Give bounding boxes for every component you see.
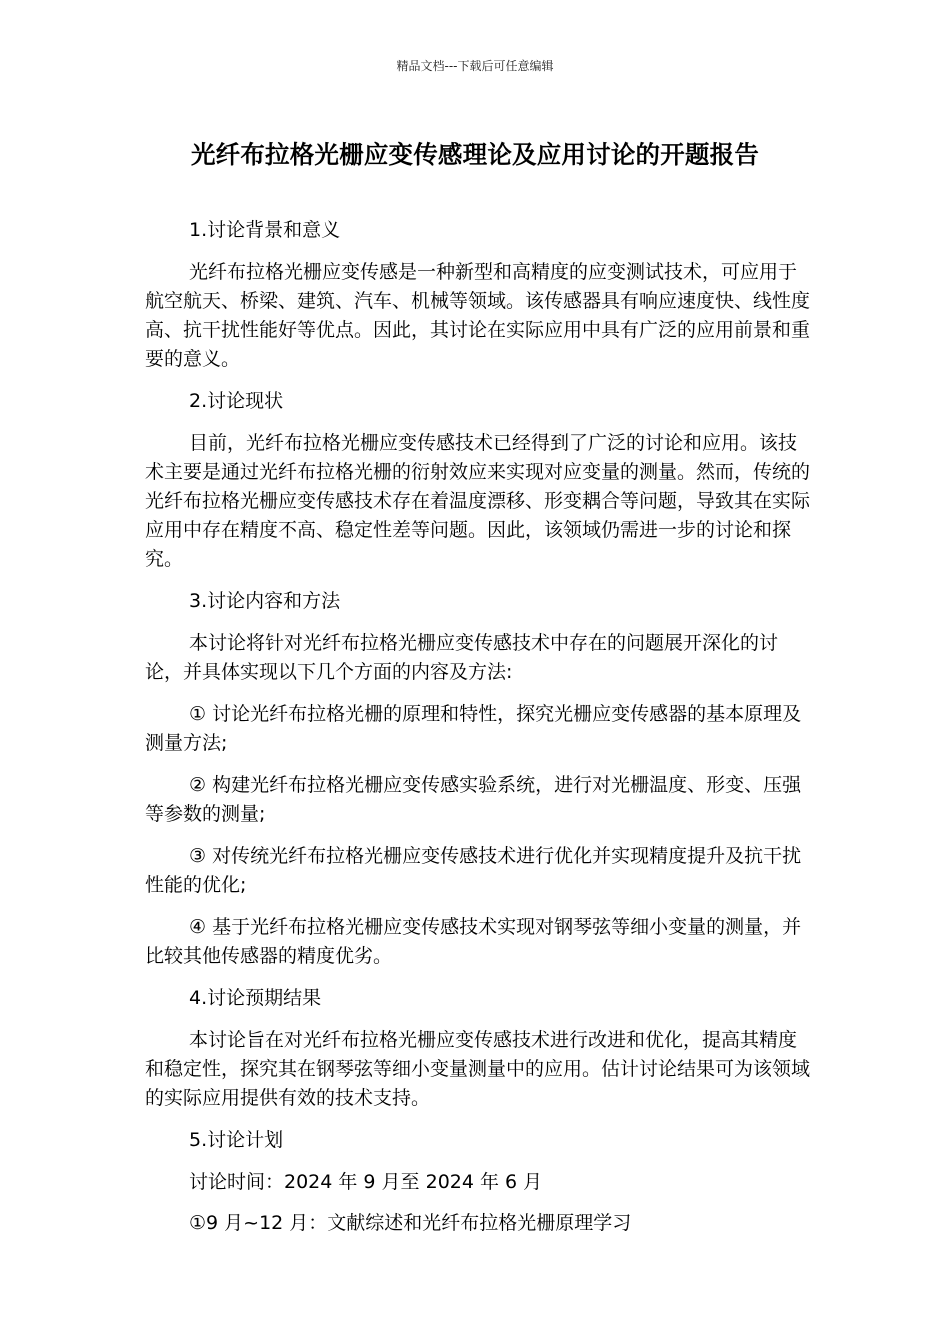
section-heading: 2.讨论现状 — [189, 390, 284, 412]
section-heading: 1.讨论背景和意义 — [189, 219, 341, 241]
paragraph: 光纤布拉格光栅应变传感是一种新型和高精度的应变测试技术，可应用于航空航天、桥梁、建筑、汽车、机械等领域。该传感器具有响应速度快、线性度高、抗干扰性能好等优点。因此，其讨论在实际应用中具有广泛的应用前景和重要的意义。 — [145, 261, 811, 370]
document-body — [145, 216, 810, 1250]
list-item: ② 构建光纤布拉格光栅应变传感实验系统，进行对光栅温度、形变、压强等参数的测量; — [145, 774, 802, 825]
paragraph: 本讨论旨在对光纤布拉格光栅应变传感技术进行改进和优化，提高其精度和稳定性，探究其在钢琴弦等细小变量测量中的应用。估计讨论结果可为该领域的实际应用提供有效的技术支持。 — [145, 1029, 811, 1109]
paragraph: 本讨论将针对光纤布拉格光栅应变传感技术中存在的问题展开深化的讨论，并具体实现以下几个方面的内容及方法: — [145, 632, 779, 683]
list-item: ①9 月~12 月：文献综述和光纤布拉格光栅原理学习 — [189, 1212, 632, 1234]
paragraph: 目前，光纤布拉格光栅应变传感技术已经得到了广泛的讨论和应用。该技术主要是通过光纤布拉格光栅的衍射效应来实现对应变量的测量。然而，传统的光纤布拉格光栅应变传感技术存在着温度漂移、形变耦合等问题，导致其在实际应用中存在精度不高、稳定性差等问题。因此，该领域仍需进一步的讨论和探究。 — [145, 432, 811, 570]
header-note: 精品文档---下载后可任意编辑 — [396, 59, 554, 73]
section-heading: 4.讨论预期结果 — [189, 987, 322, 1009]
section-heading: 5.讨论计划 — [189, 1129, 284, 1151]
document-title: 光纤布拉格光栅应变传感理论及应用讨论的开题报告 — [190, 140, 760, 169]
section-heading: 3.讨论内容和方法 — [189, 590, 341, 612]
schedule-time: 讨论时间：2024 年 9 月至 2024 年 6 月 — [189, 1171, 543, 1193]
list-item: ③ 对传统光纤布拉格光栅应变传感技术进行优化并实现精度提升及抗干扰性能的优化; — [145, 845, 802, 896]
list-item: ④ 基于光纤布拉格光栅应变传感技术实现对钢琴弦等细小变量的测量，并比较其他传感器的精度优劣。 — [145, 916, 802, 967]
list-item: ① 讨论光纤布拉格光栅的原理和特性，探究光栅应变传感器的基本原理及测量方法; — [145, 703, 802, 754]
